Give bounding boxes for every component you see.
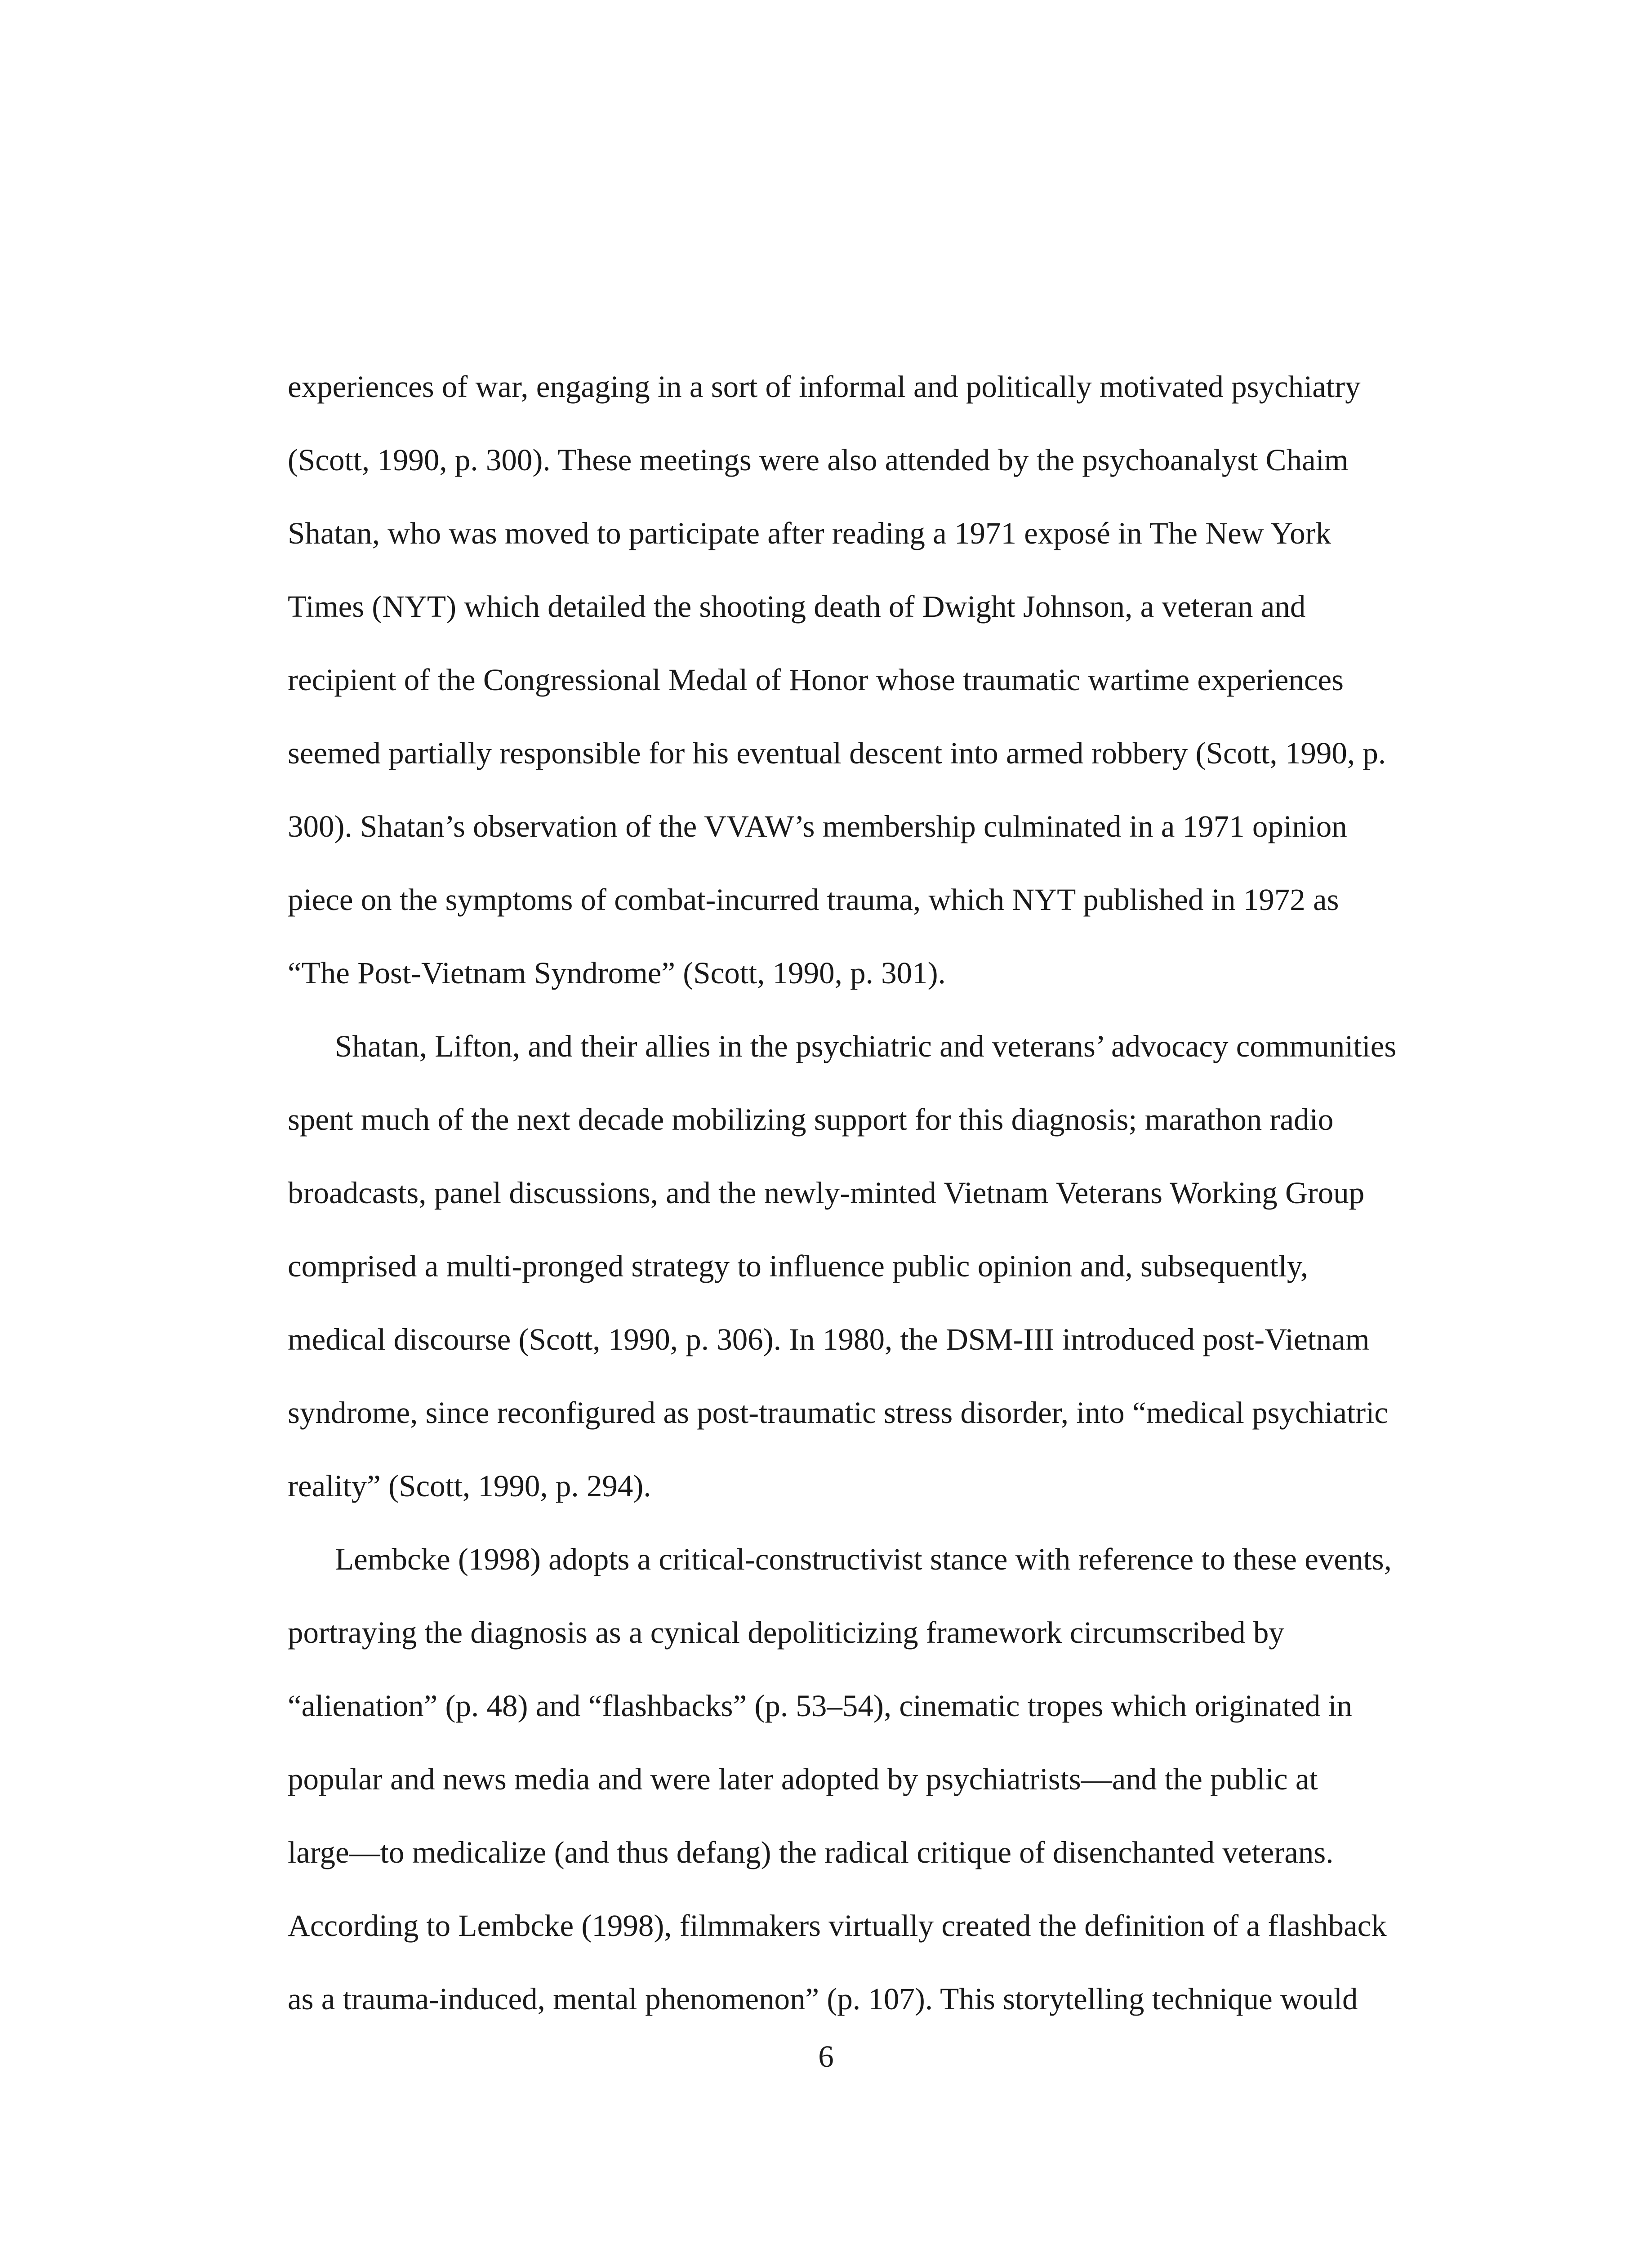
text-line: as a trauma-induced, mental phenomenon” (p. 107). This storytelling technique would — [288, 1982, 1358, 2016]
text-line: medical discourse (Scott, 1990, p. 306). In 1980, the DSM-III introduced post-Vietnam — [288, 1322, 1370, 1356]
text-line: According to Lembcke (1998), filmmakers virtually created the definition of a flashback — [288, 1909, 1387, 1943]
text-line: seemed partially responsible for his eventual descent into armed robbery (Scott, 1990, p. — [288, 736, 1386, 770]
text-line: experiences of war, engaging in a sort of informal and politically motivated psychiatry — [288, 370, 1361, 404]
text-line: broadcasts, panel discussions, and the newly-minted Vietnam Veterans Working Group — [288, 1176, 1365, 1210]
text-line: Shatan, who was moved to participate after reading a 1971 exposé in The New York — [288, 516, 1331, 550]
text-line: popular and news media and were later adopted by psychiatrists—and the public at — [288, 1762, 1318, 1796]
text-line: Times (NYT) which detailed the shooting death of Dwight Johnson, a veteran and — [288, 589, 1306, 624]
page-number: 6 — [818, 2039, 834, 2074]
text-line: spent much of the next decade mobilizing support for this diagnosis; marathon radio — [288, 1102, 1334, 1137]
text-line: syndrome, since reconfigured as post-traumatic stress disorder, into “medical psychiatric — [288, 1396, 1388, 1430]
text-line: “The Post-Vietnam Syndrome” (Scott, 1990, p. 301). — [288, 956, 946, 990]
text-line: reality” (Scott, 1990, p. 294). — [288, 1469, 651, 1503]
text-line: “alienation” (p. 48) and “flashbacks” (p. 53–54), cinematic tropes which originated in — [288, 1689, 1353, 1723]
text-line: recipient of the Congressional Medal of Honor whose traumatic wartime experiences — [288, 663, 1344, 697]
text-line: (Scott, 1990, p. 300). These meetings were also attended by the psychoanalyst Chaim — [288, 443, 1349, 477]
text-line: portraying the diagnosis as a cynical depoliticizing framework circumscribed by — [288, 1615, 1284, 1650]
text-line: large—to medicalize (and thus defang) the radical critique of disenchanted veterans. — [288, 1835, 1334, 1869]
paragraph-first-line: Shatan, Lifton, and their allies in the psychiatric and veterans’ advocacy communities — [335, 1029, 1397, 1063]
paragraph-first-line: Lembcke (1998) adopts a critical-constructivist stance with reference to these events, — [335, 1542, 1392, 1576]
text-line: 300). Shatan’s observation of the VVAW’s membership culminated in a 1971 opinion — [288, 809, 1347, 843]
text-line: comprised a multi-pronged strategy to influence public opinion and, subsequently, — [288, 1249, 1309, 1283]
text-line: piece on the symptoms of combat-incurred trauma, which NYT published in 1972 as — [288, 883, 1339, 917]
